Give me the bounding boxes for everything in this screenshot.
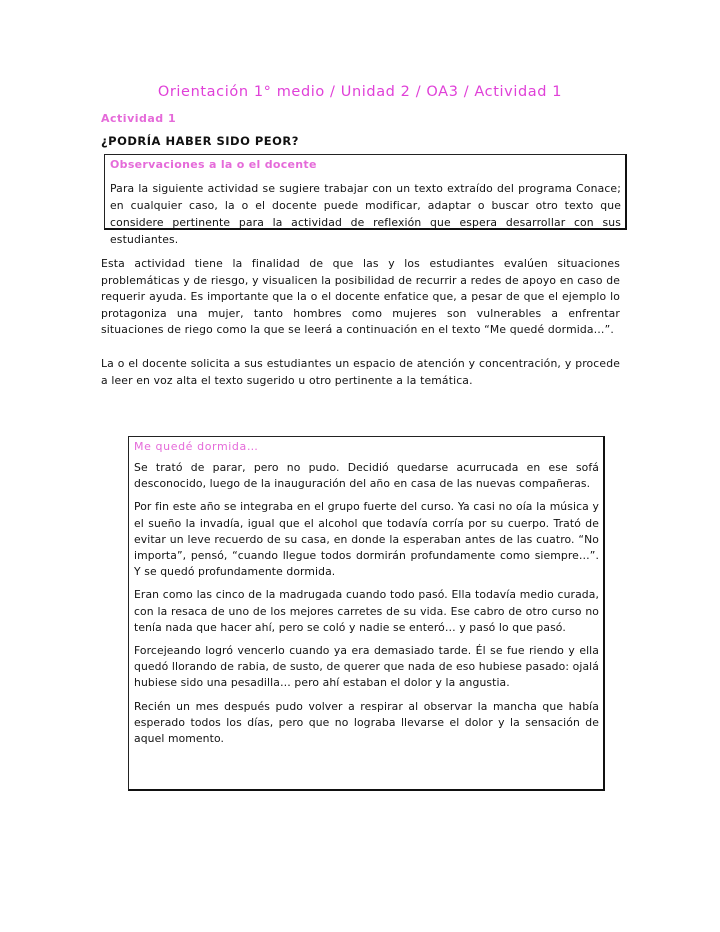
activity-title: ¿PODRÍA HABER SIDO PEOR? bbox=[101, 134, 299, 148]
story-box bbox=[128, 436, 605, 791]
body-paragraph-2: La o el docente solicita a sus estudiantes un espacio de atención y concentración, y procede a leer en voz alta el texto sugerido u otro pertinente a la temática. bbox=[101, 357, 620, 387]
story-paragraph: Eran como las cinco de la madrugada cuando todo pasó. Ella todavía medio curada, con la resaca de uno de los mejores carretes de su vida. Ese cabro de otro curso no tenía nada que hacer ahí, pero se coló y nadie se enteró… y pasó lo que pasó. bbox=[134, 588, 599, 634]
page-header-breadcrumb: Orientación 1° medio / Unidad 2 / OA3 / Actividad 1 bbox=[157, 84, 563, 100]
story-paragraph: Forcejeando logró vencerlo cuando ya era demasiado tarde. Él se fue riendo y ella quedó llorando de rabia, de susto, de querer que nada de eso hubiese pasado: ojalá hubiese sido una pesadilla… pero ahí estaban el dolor y la angustia. bbox=[134, 644, 599, 690]
teacher-observations-box bbox=[104, 154, 627, 246]
story-paragraph: Se trató de parar, pero no pudo. Decidió quedarse acurrucada en ese sofá desconocido, luego de la inauguración del año en casa de las nuevas compañeras. bbox=[134, 461, 599, 491]
story-paragraph: Por fin este año se integraba en el grupo fuerte del curso. Ya casi no oía la música y el sueño la invadía, igual que el alcohol que todavía corría por su cuerpo. Trató de evitar un leve recuerdo de su casa, en donde la esperaban antes de las cuatro. “No importa”, pensó, “cuando llegue todos dormirán profundamente como siempre…”. Y se quedó profundamente dormida. bbox=[134, 500, 599, 579]
observations-text: Para la siguiente actividad se sugiere trabajar con un texto extraído del programa Conace; en cualquier caso, la o el docente puede modificar, adaptar o buscar otro texto que considere pertinente para la actividad de reflexión que espera desarrollar con sus estudiantes. bbox=[110, 182, 621, 246]
body-paragraph-1: Esta actividad tiene la finalidad de que las y los estudiantes evalúen situaciones problemáticas y de riesgo, y visualicen la posibilidad de recurrir a redes de apoyo en caso de requerir ayuda. Es importante que la o el docente enfatice que, a pesar de que el ejemplo lo protagoniza una mujer, tanto hombres como mujeres son vulnerables a enfrentar situaciones de riego como la que se leerá a continuación en el texto “Me quedé dormida…”. bbox=[101, 257, 620, 336]
story-paragraph: Recién un mes después pudo volver a respirar al observar la mancha que había esperado todos los días, pero que no lograba llevarse el dolor y la sensación de aquel momento. bbox=[134, 699, 599, 746]
observations-title: Observaciones a la o el docente bbox=[110, 158, 317, 171]
story-title: Me quedé dormida… bbox=[134, 440, 259, 453]
activity-label: Actividad 1 bbox=[101, 112, 177, 125]
